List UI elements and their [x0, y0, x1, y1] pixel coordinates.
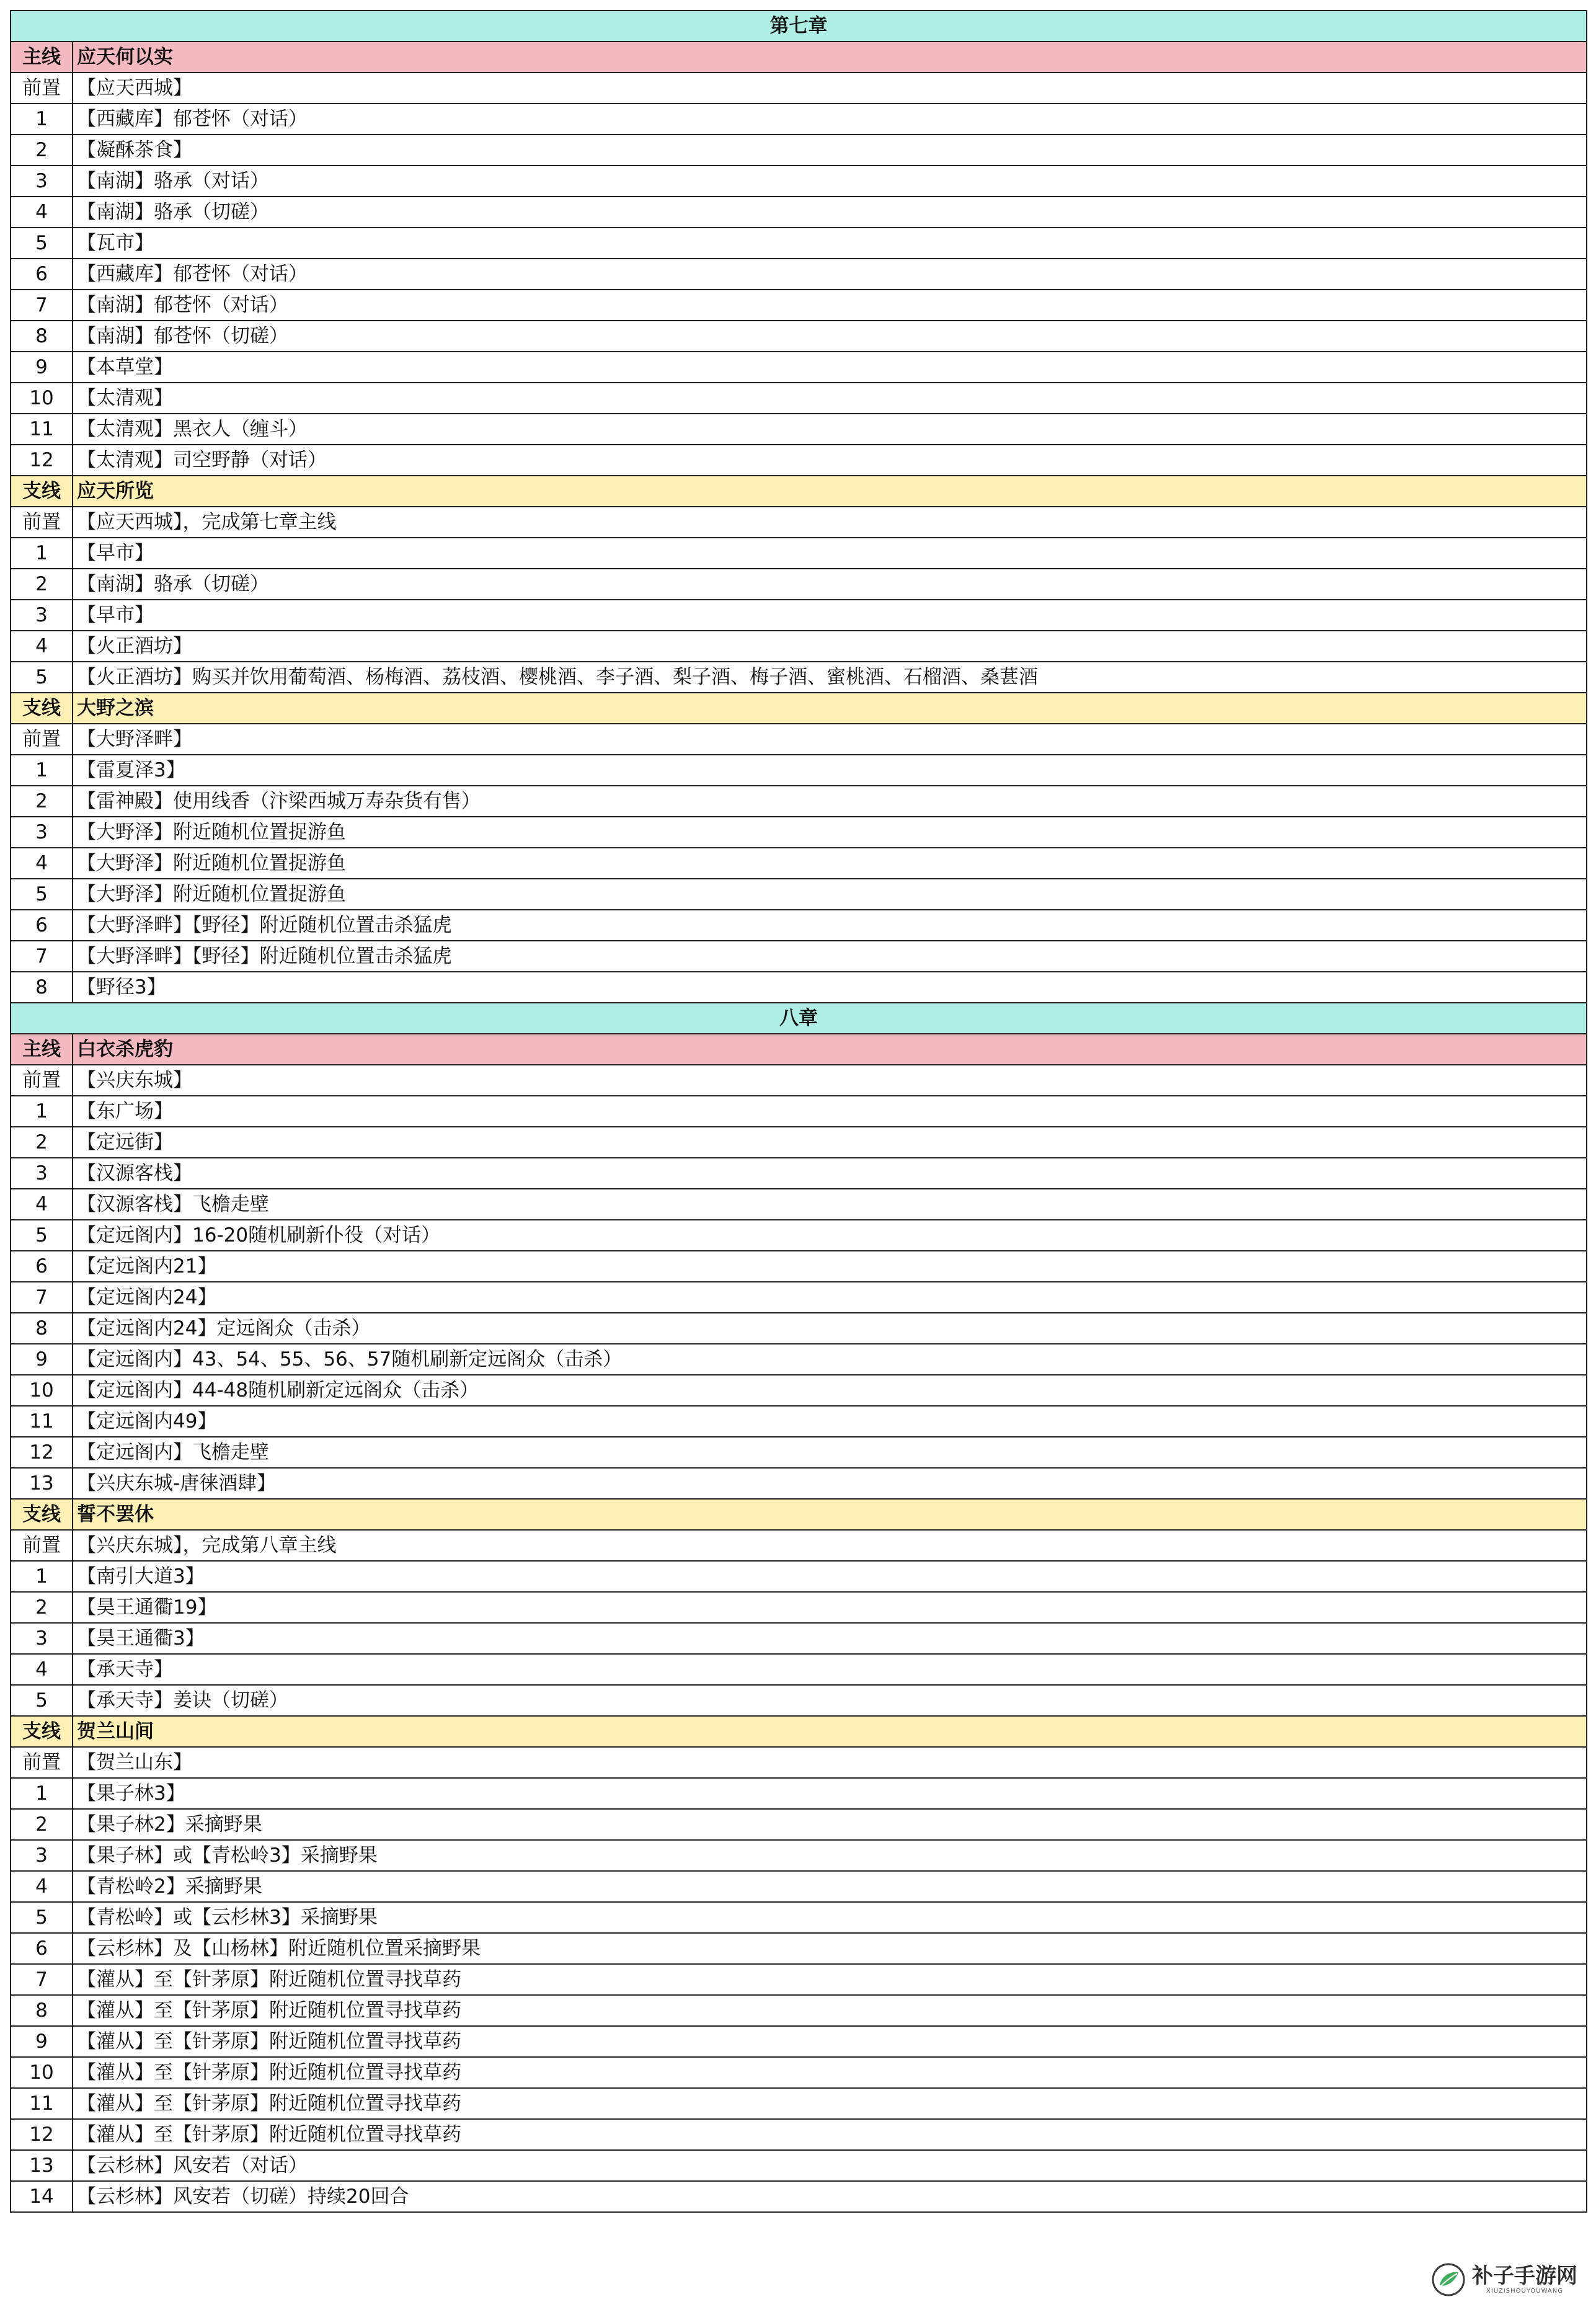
step-row	[11, 383, 1587, 414]
step-text: 【大野泽畔】【野径】附近随机位置击杀猛虎	[73, 941, 1587, 972]
step-label: 1	[11, 755, 73, 786]
step-text: 【灌从】至【针茅原】附近随机位置寻找草药	[73, 1995, 1587, 2026]
step-label: 6	[11, 910, 73, 941]
step-text: 【早市】	[73, 600, 1587, 631]
step-row	[11, 1127, 1587, 1158]
step-label: 2	[11, 1592, 73, 1623]
step-label: 9	[11, 352, 73, 383]
step-row	[11, 1282, 1587, 1313]
step-label: 12	[11, 2119, 73, 2150]
step-label: 4	[11, 1871, 73, 1902]
quest-type-label: 支线	[11, 1716, 73, 1747]
step-label: 6	[11, 259, 73, 290]
step-text: 【应天西城】，完成第七章主线	[73, 507, 1587, 538]
step-row	[11, 1747, 1587, 1778]
step-row	[11, 972, 1587, 1003]
side-quest-row	[11, 693, 1587, 724]
step-text: 【汉源客栈】飞檐走壁	[73, 1189, 1587, 1220]
step-text: 【灌从】至【针茅原】附近随机位置寻找草药	[73, 2026, 1587, 2057]
step-row	[11, 2026, 1587, 2057]
watermark-subtitle: XIUZISHOUYOUWANG	[1486, 2288, 1563, 2295]
step-label: 13	[11, 2150, 73, 2181]
step-label: 6	[11, 1251, 73, 1282]
step-text: 【灌从】至【针茅原】附近随机位置寻找草药	[73, 2088, 1587, 2119]
step-label: 前置	[11, 507, 73, 538]
step-row	[11, 2181, 1587, 2212]
step-row	[11, 1313, 1587, 1344]
step-row	[11, 166, 1587, 197]
step-row	[11, 538, 1587, 569]
step-text: 【灌从】至【针茅原】附近随机位置寻找草药	[73, 2119, 1587, 2150]
step-row	[11, 1096, 1587, 1127]
step-label: 13	[11, 1468, 73, 1499]
step-row	[11, 445, 1587, 476]
step-text: 【定远阁内24】	[73, 1282, 1587, 1313]
watermark	[1425, 2260, 1584, 2300]
watermark-text	[1472, 2265, 1577, 2295]
step-text: 【应天西城】	[73, 73, 1587, 104]
side-quest-row	[11, 1499, 1587, 1530]
step-row	[11, 569, 1587, 600]
step-text: 【云杉林】风安若（切磋）持续20回合	[73, 2181, 1587, 2212]
step-text: 【灌从】至【针茅原】附近随机位置寻找草药	[73, 1964, 1587, 1995]
step-row	[11, 1685, 1587, 1716]
step-label: 前置	[11, 73, 73, 104]
step-text: 【定远阁内】飞檐走壁	[73, 1437, 1587, 1468]
step-row	[11, 259, 1587, 290]
main-quest-row	[11, 42, 1587, 73]
step-label: 7	[11, 941, 73, 972]
step-label: 1	[11, 1778, 73, 1809]
step-text: 【昊王通衢19】	[73, 1592, 1587, 1623]
step-text: 【瓦市】	[73, 228, 1587, 259]
step-text: 【大野泽畔】【野径】附近随机位置击杀猛虎	[73, 910, 1587, 941]
step-row	[11, 600, 1587, 631]
step-label: 1	[11, 1096, 73, 1127]
step-text: 【兴庆东城】	[73, 1065, 1587, 1096]
step-label: 5	[11, 228, 73, 259]
step-text: 【大野泽】附近随机位置捉游鱼	[73, 879, 1587, 910]
step-row	[11, 1530, 1587, 1561]
step-text: 【定远阁内21】	[73, 1251, 1587, 1282]
step-row	[11, 1902, 1587, 1933]
step-text: 【火正酒坊】购买并饮用葡萄酒、杨梅酒、荔枝酒、樱桃酒、李子酒、梨子酒、梅子酒、蜜桃酒、石榴酒、桑葚酒	[73, 662, 1587, 693]
step-row	[11, 1251, 1587, 1282]
main-quest-row	[11, 1034, 1587, 1065]
step-label: 5	[11, 879, 73, 910]
step-label: 8	[11, 1995, 73, 2026]
step-label: 11	[11, 414, 73, 445]
step-row	[11, 2119, 1587, 2150]
step-text: 【大野泽】附近随机位置捉游鱼	[73, 817, 1587, 848]
step-text: 【定远街】	[73, 1127, 1587, 1158]
chapter-title: 八章	[11, 1003, 1587, 1034]
step-text: 【定远阁内】43、54、55、56、57随机刷新定远阁众（击杀）	[73, 1344, 1587, 1375]
step-label: 5	[11, 662, 73, 693]
step-label: 8	[11, 972, 73, 1003]
step-text: 【贺兰山东】	[73, 1747, 1587, 1778]
side-quest-row	[11, 476, 1587, 507]
step-label: 3	[11, 1623, 73, 1654]
step-label: 3	[11, 1158, 73, 1189]
step-row	[11, 507, 1587, 538]
step-text: 【定远阁内49】	[73, 1406, 1587, 1437]
step-label: 4	[11, 631, 73, 662]
step-label: 12	[11, 1437, 73, 1468]
step-text: 【果子林2】采摘野果	[73, 1809, 1587, 1840]
step-row	[11, 2088, 1587, 2119]
step-label: 5	[11, 1685, 73, 1716]
step-row	[11, 1189, 1587, 1220]
step-row	[11, 1344, 1587, 1375]
quest-table-body	[11, 11, 1587, 2212]
step-text: 【雷夏泽3】	[73, 755, 1587, 786]
chapter-header-row	[11, 1003, 1587, 1034]
step-label: 3	[11, 166, 73, 197]
step-text: 【兴庆东城-唐徕酒肆】	[73, 1468, 1587, 1499]
quest-type-label: 支线	[11, 476, 73, 507]
step-row	[11, 724, 1587, 755]
side-quest-row	[11, 1716, 1587, 1747]
quest-name: 大野之滨	[73, 693, 1587, 724]
step-label: 1	[11, 538, 73, 569]
step-row	[11, 910, 1587, 941]
step-text: 【青松岭】或【云杉林3】采摘野果	[73, 1902, 1587, 1933]
step-row	[11, 1375, 1587, 1406]
step-text: 【太清观】	[73, 383, 1587, 414]
step-row	[11, 73, 1587, 104]
step-label: 8	[11, 321, 73, 352]
step-row	[11, 1840, 1587, 1871]
step-text: 【汉源客栈】	[73, 1158, 1587, 1189]
step-row	[11, 1871, 1587, 1902]
step-label: 7	[11, 290, 73, 321]
step-label: 1	[11, 104, 73, 135]
step-label: 前置	[11, 1747, 73, 1778]
step-text: 【野径3】	[73, 972, 1587, 1003]
watermark-title: 补子手游网	[1472, 2263, 1577, 2288]
step-row	[11, 290, 1587, 321]
step-row	[11, 848, 1587, 879]
step-row	[11, 1220, 1587, 1251]
step-row	[11, 1437, 1587, 1468]
step-label: 1	[11, 1561, 73, 1592]
step-row	[11, 1592, 1587, 1623]
step-label: 4	[11, 197, 73, 228]
step-label: 5	[11, 1220, 73, 1251]
step-label: 4	[11, 1654, 73, 1685]
step-label: 12	[11, 445, 73, 476]
quest-type-label: 支线	[11, 693, 73, 724]
step-row	[11, 631, 1587, 662]
step-label: 11	[11, 1406, 73, 1437]
quest-type-label: 支线	[11, 1499, 73, 1530]
step-label: 3	[11, 1840, 73, 1871]
step-text: 【定远阁内】16-20随机刷新仆役（对话）	[73, 1220, 1587, 1251]
step-row	[11, 1468, 1587, 1499]
step-label: 7	[11, 1964, 73, 1995]
step-text: 【雷神殿】使用线香（汴梁西城万寿杂货有售）	[73, 786, 1587, 817]
step-row	[11, 1065, 1587, 1096]
step-text: 【早市】	[73, 538, 1587, 569]
step-text: 【昊王通衢3】	[73, 1623, 1587, 1654]
step-text: 【云杉林】风安若（对话）	[73, 2150, 1587, 2181]
step-text: 【承天寺】姜诀（切磋）	[73, 1685, 1587, 1716]
quest-table	[10, 10, 1587, 2213]
step-row	[11, 817, 1587, 848]
step-label: 11	[11, 2088, 73, 2119]
step-label: 2	[11, 1127, 73, 1158]
step-label: 3	[11, 817, 73, 848]
step-label: 10	[11, 1375, 73, 1406]
step-text: 【承天寺】	[73, 1654, 1587, 1685]
step-row	[11, 786, 1587, 817]
step-label: 2	[11, 135, 73, 166]
step-text: 【太清观】黑衣人（缠斗）	[73, 414, 1587, 445]
step-row	[11, 1995, 1587, 2026]
step-row	[11, 1158, 1587, 1189]
step-row	[11, 135, 1587, 166]
step-label: 6	[11, 1933, 73, 1964]
step-label: 10	[11, 383, 73, 414]
step-text: 【果子林】或【青松岭3】采摘野果	[73, 1840, 1587, 1871]
step-text: 【南湖】郁苍怀（对话）	[73, 290, 1587, 321]
step-text: 【南湖】骆承（切磋）	[73, 197, 1587, 228]
step-text: 【南湖】郁苍怀（切磋）	[73, 321, 1587, 352]
chapter-header-row	[11, 11, 1587, 42]
step-row	[11, 941, 1587, 972]
quest-name: 应天所览	[73, 476, 1587, 507]
step-row	[11, 1623, 1587, 1654]
step-text: 【果子林3】	[73, 1778, 1587, 1809]
step-row	[11, 321, 1587, 352]
step-label: 9	[11, 1344, 73, 1375]
step-text: 【西藏库】郁苍怀（对话）	[73, 104, 1587, 135]
quest-name: 白衣杀虎豹	[73, 1034, 1587, 1065]
leaf-logo-icon	[1431, 2262, 1466, 2297]
chapter-title: 第七章	[11, 11, 1587, 42]
step-row	[11, 1406, 1587, 1437]
step-label: 2	[11, 1809, 73, 1840]
quest-type-label: 主线	[11, 1034, 73, 1065]
step-label: 4	[11, 848, 73, 879]
step-label: 前置	[11, 1065, 73, 1096]
step-label: 前置	[11, 724, 73, 755]
step-text: 【大野泽畔】	[73, 724, 1587, 755]
step-row	[11, 1654, 1587, 1685]
step-row	[11, 662, 1587, 693]
quest-type-label: 主线	[11, 42, 73, 73]
step-text: 【云杉林】及【山杨林】附近随机位置采摘野果	[73, 1933, 1587, 1964]
step-label: 4	[11, 1189, 73, 1220]
step-text: 【凝酥茶食】	[73, 135, 1587, 166]
step-text: 【灌从】至【针茅原】附近随机位置寻找草药	[73, 2057, 1587, 2088]
step-label: 2	[11, 569, 73, 600]
step-row	[11, 879, 1587, 910]
step-text: 【大野泽】附近随机位置捉游鱼	[73, 848, 1587, 879]
step-text: 【火正酒坊】	[73, 631, 1587, 662]
step-label: 2	[11, 786, 73, 817]
step-row	[11, 352, 1587, 383]
step-row	[11, 1933, 1587, 1964]
step-text: 【南湖】骆承（对话）	[73, 166, 1587, 197]
step-label: 前置	[11, 1530, 73, 1561]
step-text: 【青松岭2】采摘野果	[73, 1871, 1587, 1902]
step-row	[11, 1964, 1587, 1995]
step-text: 【太清观】司空野静（对话）	[73, 445, 1587, 476]
step-label: 9	[11, 2026, 73, 2057]
quest-name: 誓不罢休	[73, 1499, 1587, 1530]
step-row	[11, 1809, 1587, 1840]
step-row	[11, 2057, 1587, 2088]
step-text: 【南湖】骆承（切磋）	[73, 569, 1587, 600]
step-row	[11, 414, 1587, 445]
step-text: 【兴庆东城】，完成第八章主线	[73, 1530, 1587, 1561]
step-row	[11, 1778, 1587, 1809]
step-label: 5	[11, 1902, 73, 1933]
step-text: 【西藏库】郁苍怀（对话）	[73, 259, 1587, 290]
step-row	[11, 104, 1587, 135]
step-row	[11, 755, 1587, 786]
quest-name: 贺兰山间	[73, 1716, 1587, 1747]
step-label: 3	[11, 600, 73, 631]
step-label: 10	[11, 2057, 73, 2088]
step-text: 【本草堂】	[73, 352, 1587, 383]
step-text: 【定远阁内】44-48随机刷新定远阁众（击杀）	[73, 1375, 1587, 1406]
step-row	[11, 1561, 1587, 1592]
step-label: 8	[11, 1313, 73, 1344]
step-label: 14	[11, 2181, 73, 2212]
quest-name: 应天何以实	[73, 42, 1587, 73]
step-label: 7	[11, 1282, 73, 1313]
step-text: 【定远阁内24】定远阁众（击杀）	[73, 1313, 1587, 1344]
step-row	[11, 2150, 1587, 2181]
step-row	[11, 228, 1587, 259]
step-text: 【东广场】	[73, 1096, 1587, 1127]
step-row	[11, 197, 1587, 228]
step-text: 【南引大道3】	[73, 1561, 1587, 1592]
